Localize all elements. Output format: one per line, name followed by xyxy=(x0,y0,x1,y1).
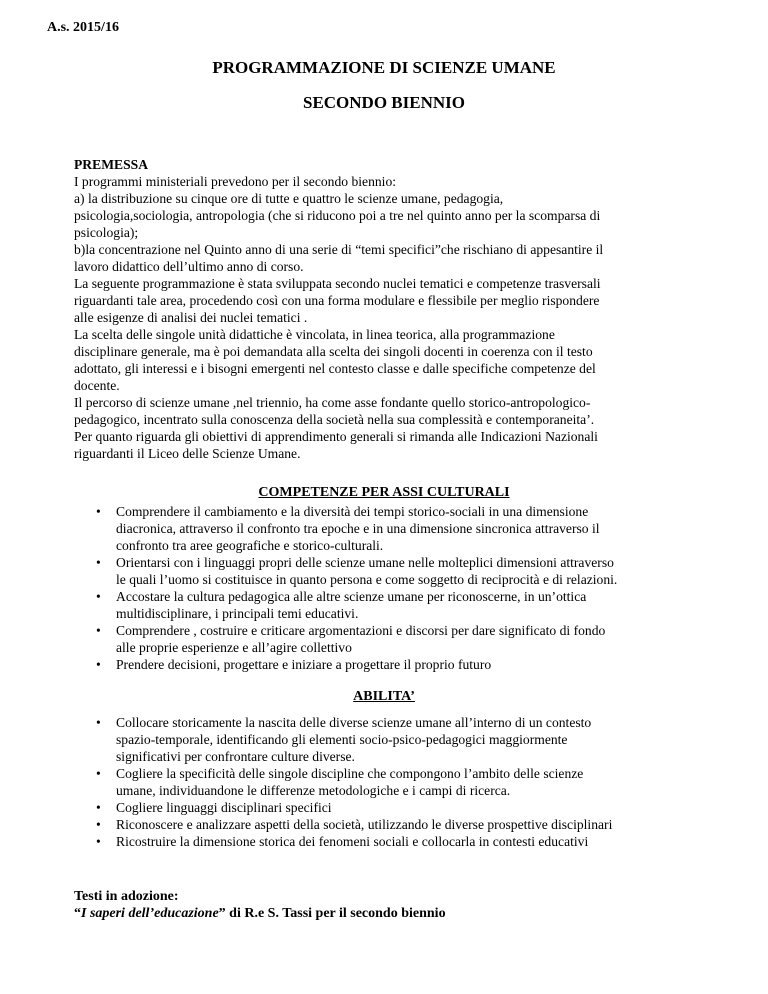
premessa-line: Il percorso di scienze umane ,nel triennio, ha come asse fondante quello storico-antropologico- xyxy=(74,395,591,410)
premessa-line: adottato, gli interessi e i bisogni emergenti nel contesto classe e dalle specifiche competenze del xyxy=(74,361,596,376)
textbooks-heading: Testi in adozione: xyxy=(74,889,179,904)
premessa-line: La scelta delle singole unità didattiche è vincolata, in linea teorica, alla programmazione xyxy=(74,327,555,342)
premessa-line: docente. xyxy=(74,378,120,393)
abilita-item-line: Ricostruire la dimensione storica dei fenomeni sociali e collocarla in contesti educativi xyxy=(116,834,589,849)
competenza-item-line: confronto tra aree geografiche e storico-culturali. xyxy=(116,538,384,553)
premessa-line: alle esigenze di analisi dei nuclei tematici . xyxy=(74,310,308,325)
abilita-item xyxy=(74,714,714,765)
abilita-item-line: umane, individuandone le differenze metodologiche e i campi di ricerca. xyxy=(116,783,511,798)
abilita-item-line: Collocare storicamente la nascita delle diverse scienze umane all’interno di un contesto xyxy=(116,715,592,730)
premessa-line: La seguente programmazione è stata sviluppata secondo nuclei tematici e competenze trasversali xyxy=(74,276,601,291)
textbook-entry xyxy=(74,905,446,922)
book-title: I saperi dell’educazione xyxy=(81,906,219,921)
bullet-icon: • xyxy=(96,834,101,849)
bullet-icon: • xyxy=(96,766,101,781)
competenza-item-line: Comprendere il cambiamento e la diversità dei tempi storico-sociali in una dimensione xyxy=(116,504,589,519)
premessa-line: I programmi ministeriali prevedono per il secondo biennio: xyxy=(74,174,397,189)
abilita-list xyxy=(74,714,714,850)
abilita-item-line: significativi per confrontare culture diverse. xyxy=(116,749,355,764)
quote-open: “ xyxy=(74,906,81,921)
abilita-item-line: Riconoscere e analizzare aspetti della società, utilizzando le diverse prospettive disciplinari xyxy=(116,817,613,832)
competenza-item-line: Prendere decisioni, progettare e iniziare a progettare il proprio futuro xyxy=(116,657,492,672)
abilita-item xyxy=(74,799,714,816)
book-details: ” di R.e S. Tassi per il secondo biennio xyxy=(218,906,446,921)
competenza-item xyxy=(74,622,714,656)
competenza-item-line: Comprendere , costruire e criticare argomentazioni e discorsi per dare significato di fondo xyxy=(116,623,606,638)
competenza-item xyxy=(74,656,714,673)
competenza-item-line: le quali l’uomo si costituisce in quanto persona e come soggetto di reciprocità e di relazioni. xyxy=(116,572,618,587)
abilita-item xyxy=(74,816,714,833)
premessa-line: Per quanto riguarda gli obiettivi di apprendimento generali si rimanda alle Indicazioni Nazionali xyxy=(74,429,598,444)
premessa-body xyxy=(74,173,714,462)
competenze-list xyxy=(74,503,714,673)
premessa-line: riguardanti tale area, procedendo così con una forma modulare e flessibile per meglio rispondere xyxy=(74,293,600,308)
premessa-line: lavoro didattico dell’ultimo anno di corso. xyxy=(74,259,304,274)
abilita-item-line: Cogliere linguaggi disciplinari specifici xyxy=(116,800,332,815)
competenza-item-line: alle proprie esperienze e all’agire collettivo xyxy=(116,640,352,655)
school-year: A.s. 2015/16 xyxy=(47,20,119,35)
abilita-item xyxy=(74,833,714,850)
bullet-icon: • xyxy=(96,589,101,604)
bullet-icon: • xyxy=(96,623,101,638)
competenza-item xyxy=(74,503,714,554)
bullet-icon: • xyxy=(96,555,101,570)
document-subtitle: SECONDO BIENNIO xyxy=(302,93,465,112)
bullet-icon: • xyxy=(96,504,101,519)
competenza-item xyxy=(74,554,714,588)
abilita-item xyxy=(74,765,714,799)
abilita-item-line: Cogliere la specificità delle singole discipline che compongono l’ambito delle scienze xyxy=(116,766,584,781)
competenza-item xyxy=(74,588,714,622)
competenza-item-line: multidisciplinare, i principali temi educativi. xyxy=(116,606,359,621)
premessa-line: b)la concentrazione nel Quinto anno di una serie di “temi specifici”che rischiano di appesantire il xyxy=(74,242,604,257)
bullet-icon: • xyxy=(96,657,101,672)
abilita-item-line: spazio-temporale, identificando gli elementi socio-psico-pedagogici maggiormente xyxy=(116,732,568,747)
premessa-section xyxy=(74,156,714,462)
competenza-item-line: Orientarsi con i linguaggi propri delle scienze umane nelle molteplici dimensioni attraverso xyxy=(116,555,614,570)
premessa-line: psicologia); xyxy=(74,225,139,240)
premessa-heading: PREMESSA xyxy=(74,157,149,172)
competenza-item-line: diacronica, attraverso il confronto tra epoche e in una dimensione sincronica attraverso il xyxy=(116,521,600,536)
document-title: PROGRAMMAZIONE DI SCIENZE UMANE xyxy=(212,58,556,77)
premessa-line: pedagogico, incentrato sulla conoscenza della società nella sua complessità e contemporaneita’. xyxy=(74,412,595,427)
competenza-item-line: Accostare la cultura pedagogica alle altre scienze umane per riconoscerne, in un’ottica xyxy=(116,589,587,604)
bullet-icon: • xyxy=(96,715,101,730)
bullet-icon: • xyxy=(96,800,101,815)
textbooks-section xyxy=(74,888,446,922)
premessa-line: a) la distribuzione su cinque ore di tutte e quattro le scienze umane, pedagogia, xyxy=(74,191,504,206)
abilita-heading: ABILITA’ xyxy=(353,689,415,704)
premessa-line: riguardanti il Liceo delle Scienze Umane. xyxy=(74,446,301,461)
premessa-line: disciplinare generale, ma è poi demandata alla scelta dei singoli docenti in coerenza con il testo xyxy=(74,344,593,359)
premessa-line: psicologia,sociologia, antropologia (che si riducono poi a tre nel quinto anno per la scomparsa di xyxy=(74,208,601,223)
bullet-icon: • xyxy=(96,817,101,832)
competenze-heading: COMPETENZE PER ASSI CULTURALI xyxy=(258,485,510,500)
